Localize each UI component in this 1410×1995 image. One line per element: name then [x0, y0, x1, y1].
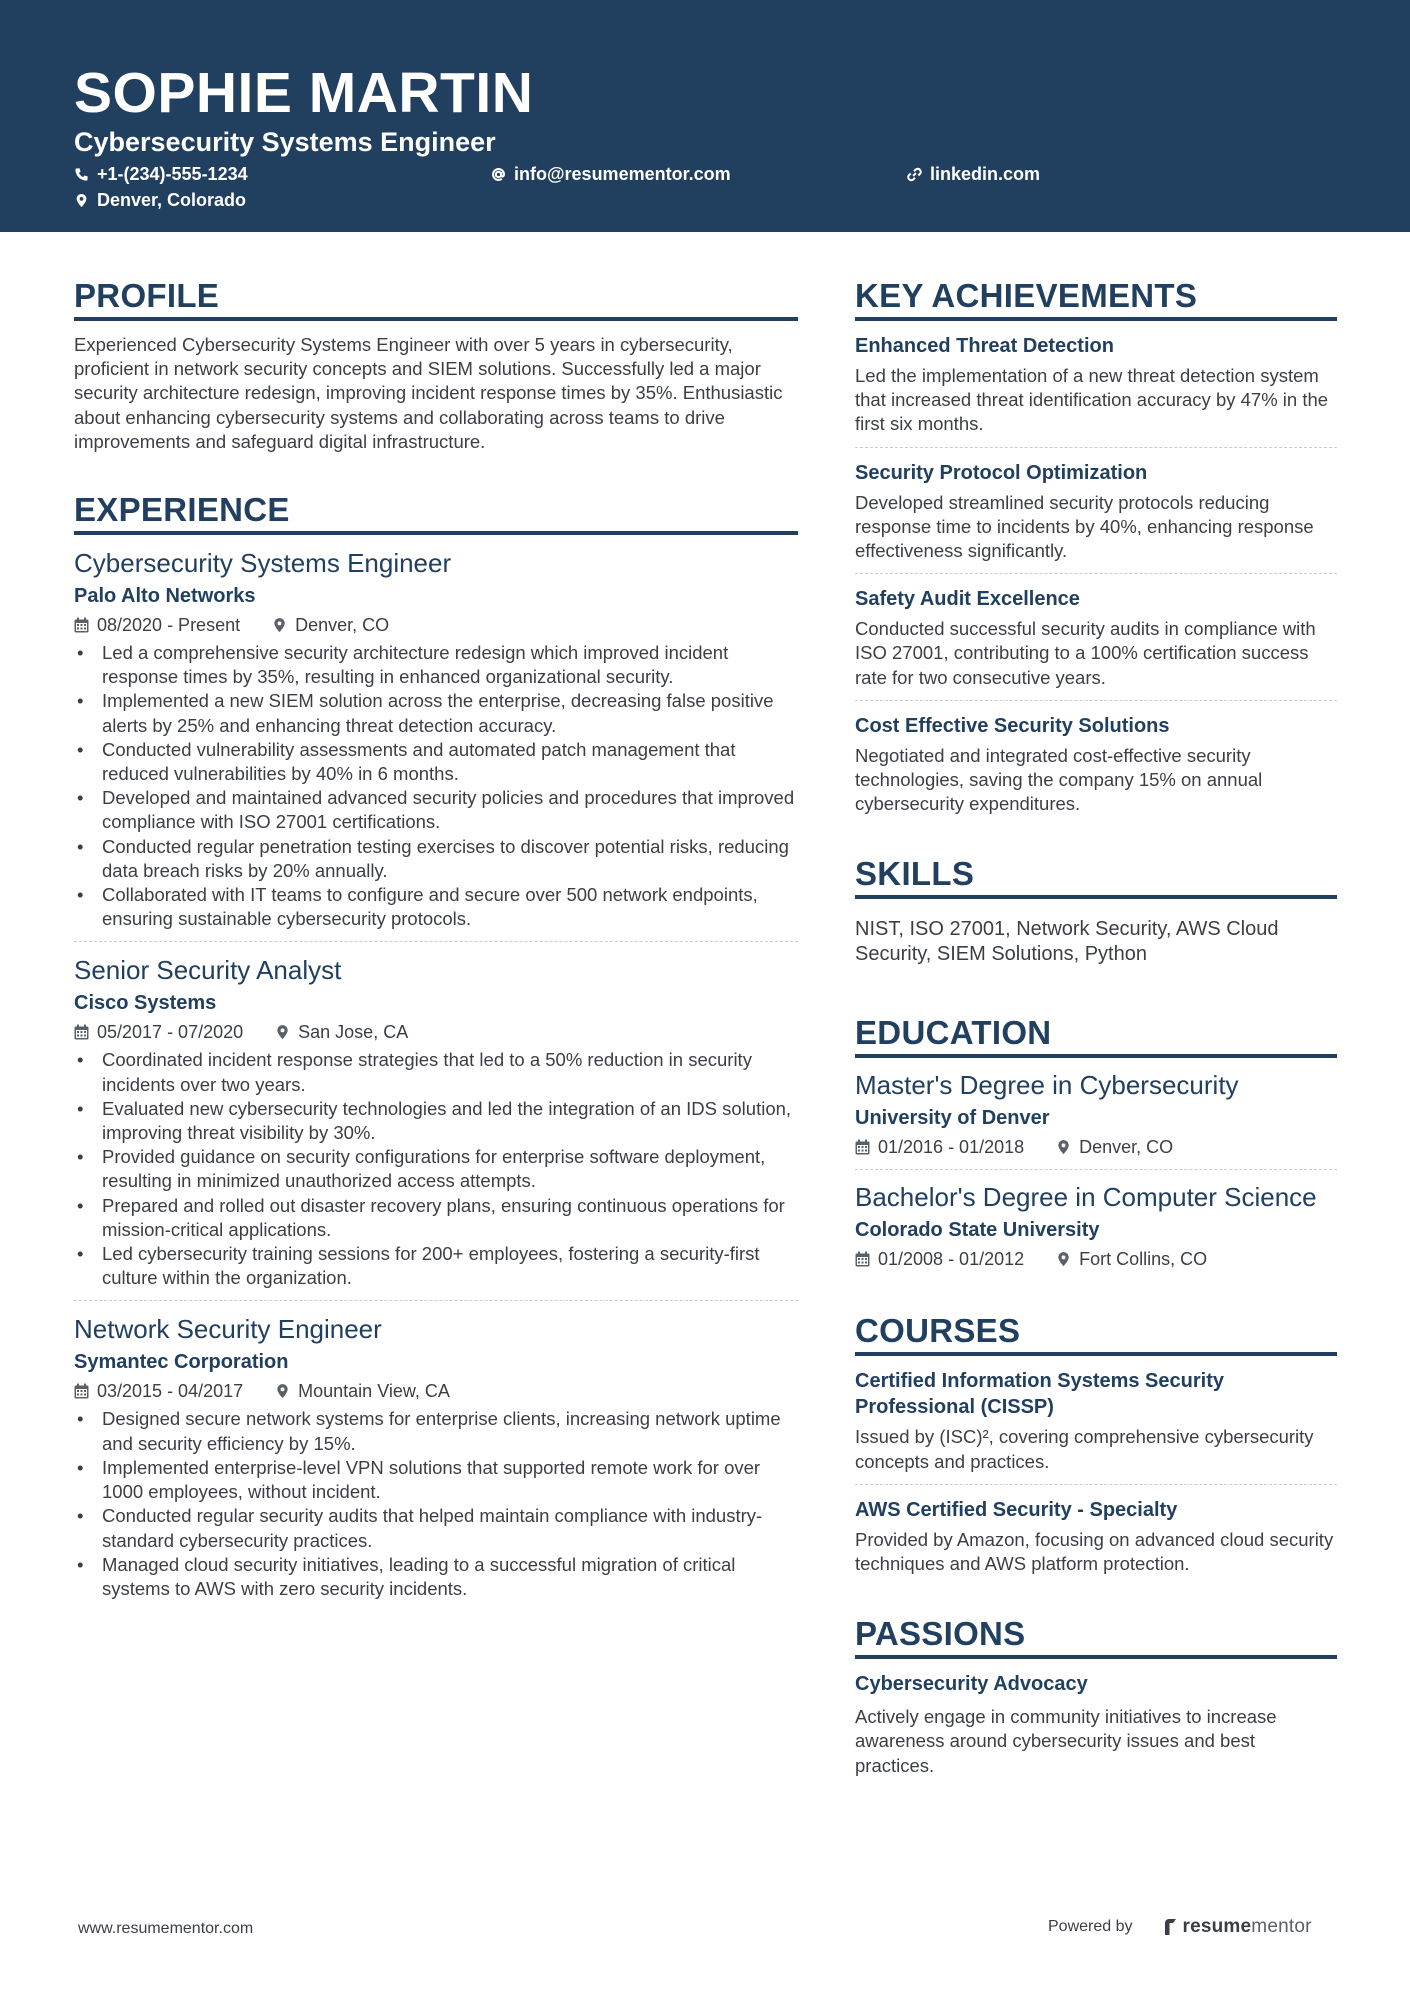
- achievement-title: Cost Effective Security Solutions: [855, 714, 1170, 737]
- candidate-role: Cybersecurity Systems Engineer: [74, 127, 496, 157]
- skills-text: NIST, ISO 27001, Network Security, AWS Cloud Security, SIEM Solutions, Python: [855, 918, 1279, 966]
- achievements-heading: KEY ACHIEVEMENTS: [855, 276, 1337, 321]
- job-bullet: • Conducted regular penetration testing exercises to discover potential risks, reducing data breach risks by 20% annually.: [74, 835, 798, 883]
- achievement-item: [855, 713, 1337, 817]
- achievement-desc: Developed streamlined security protocols reducing response time to incidents by 40%, enhancing response effectiveness significantly.: [855, 491, 1314, 562]
- job-entry: [74, 1313, 798, 1601]
- course-item: [855, 1497, 1337, 1576]
- skills-heading: SKILLS: [855, 854, 1337, 899]
- education-dates: [855, 1135, 1024, 1159]
- footer-powered: [1048, 1916, 1312, 1938]
- education-location-text: Denver, CO: [1079, 1137, 1174, 1158]
- skills-section: [855, 854, 1337, 967]
- job-bullet: • Prepared and rolled out disaster recovery plans, ensuring continuous operations for mission-critical applications.: [74, 1194, 798, 1242]
- job-title: Network Security Engineer: [74, 1314, 382, 1345]
- right-column: [855, 276, 1337, 1778]
- job-location-text: San Jose, CA: [298, 1022, 409, 1043]
- education-location-text: Fort Collins, CO: [1079, 1249, 1208, 1270]
- resume-header: [0, 0, 1410, 232]
- job-bullets: [74, 1407, 798, 1601]
- at-icon: [491, 167, 506, 182]
- job-location-text: Denver, CO: [295, 615, 390, 636]
- divider: [74, 1300, 798, 1301]
- achievement-desc: Negotiated and integrated cost-effective security technologies, saving the company 15% on annual cybersecurity expenditures.: [855, 744, 1263, 815]
- job-bullet: • Led cybersecurity training sessions for 200+ employees, fostering a security-first culture within the organization.: [74, 1242, 798, 1290]
- education-dates-text: 01/2008 - 01/2012: [878, 1249, 1025, 1270]
- job-meta: [74, 1379, 798, 1403]
- divider: [855, 447, 1337, 448]
- job-bullet: • Conducted regular security audits that helped maintain compliance with industry-standard cybersecurity practices.: [74, 1504, 798, 1552]
- job-dates-text: 08/2020 - Present: [97, 615, 241, 636]
- calendar-icon: [74, 1383, 89, 1399]
- phone-text: +1-(234)-555-1234: [97, 164, 248, 184]
- contact-email[interactable]: [491, 163, 731, 185]
- job-location-text: Mountain View, CA: [298, 1381, 450, 1402]
- map-pin-icon: [272, 617, 287, 633]
- job-company: Palo Alto Networks: [74, 585, 256, 608]
- course-desc: Issued by (ISC)², covering comprehensive cybersecurity concepts and practices.: [855, 1426, 1314, 1472]
- achievements-section: [855, 276, 1337, 816]
- achievement-title: Enhanced Threat Detection: [855, 335, 1114, 357]
- job-bullet: • Managed cloud security initiatives, leading to a successful migration of critical systems to AWS with zero security incidents.: [74, 1553, 798, 1601]
- education-item: [855, 1182, 1337, 1271]
- job-company: Symantec Corporation: [74, 1351, 289, 1374]
- job-company: Cisco Systems: [74, 992, 217, 1015]
- job-bullet: • Led a comprehensive security architecture redesign which improved incident response times by 35%, resulting in enhanced organizational security.: [74, 641, 798, 689]
- job-dates: [74, 1020, 243, 1044]
- job-dates: [74, 1379, 243, 1403]
- phone-icon: [74, 167, 89, 182]
- achievement-title: Security Protocol Optimization: [855, 461, 1148, 484]
- job-bullets: [74, 641, 798, 931]
- powered-by-text: Powered by: [1048, 1918, 1133, 1935]
- footer-website[interactable]: www.resumementor.com: [78, 1920, 254, 1937]
- calendar-icon: [74, 1024, 89, 1040]
- job-bullet: • Collaborated with IT teams to configure and secure over 500 network endpoints, ensuring sustainable cybersecurity protocols.: [74, 883, 798, 931]
- achievement-item: [855, 586, 1337, 690]
- education-dates-text: 01/2016 - 01/2018: [878, 1137, 1025, 1158]
- job-title: Cybersecurity Systems Engineer: [74, 548, 452, 579]
- courses-section: [855, 1311, 1337, 1576]
- map-pin-icon: [275, 1024, 290, 1040]
- map-pin-icon: [275, 1383, 290, 1399]
- education-location: [1056, 1247, 1207, 1271]
- experience-heading: EXPERIENCE: [74, 490, 798, 535]
- job-bullets: [74, 1048, 798, 1290]
- job-bullet: • Developed and maintained advanced security policies and procedures that improved compliance with ISO 27001 certifications.: [74, 786, 798, 834]
- job-dates-text: 05/2017 - 07/2020: [97, 1022, 244, 1043]
- linkedin-text: linkedin.com: [930, 164, 1041, 184]
- education-meta: [855, 1247, 1337, 1271]
- job-dates: [74, 613, 240, 637]
- course-desc: Provided by Amazon, focusing on advanced cloud security techniques and AWS platform protection.: [855, 1528, 1334, 1575]
- contact-linkedin[interactable]: [907, 163, 1040, 185]
- resumementor-logo-icon: [1163, 1918, 1179, 1936]
- achievement-desc: Conducted successful security audits in compliance with ISO 27001, contributing to a 100% certification success rate for two consecutive years.: [855, 618, 1316, 688]
- education-section: [855, 1013, 1337, 1271]
- job-bullet: • Conducted vulnerability assessments and automated patch management that reduced vulnerabilities by 40% in 6 months.: [74, 738, 798, 786]
- profile-text: Experienced Cybersecurity Systems Engineer with over 5 years in cybersecurity, proficient in network security concepts and SIEM solutions. Successfully led a major security architecture redesign, improving incident response times by 35%. Enthusiastic about enhancing cybersecurity systems and collaborating across teams to drive improvements and safeguard digital infrastructure.: [74, 334, 783, 452]
- location-text: Denver, Colorado: [97, 190, 247, 210]
- education-meta: [855, 1135, 1337, 1159]
- job-title: Senior Security Analyst: [74, 955, 342, 986]
- degree-title: Bachelor's Degree in Computer Science: [855, 1182, 1317, 1213]
- course-item: [855, 1368, 1337, 1473]
- passion-item: [855, 1671, 1337, 1778]
- map-pin-icon: [1056, 1139, 1071, 1155]
- course-title: AWS Certified Security - Specialty: [855, 1498, 1178, 1521]
- experience-section: [74, 490, 798, 1601]
- education-item: [855, 1070, 1337, 1159]
- job-meta: [74, 1020, 798, 1044]
- brand-logo[interactable]: [1163, 1916, 1312, 1938]
- map-pin-icon: [74, 193, 89, 208]
- passion-desc: Actively engage in community initiatives to increase awareness around cybersecurity issues and best practices.: [855, 1706, 1277, 1776]
- brand-light: mentor: [1251, 1916, 1312, 1937]
- divider: [855, 700, 1337, 701]
- brand-bold: resume: [1182, 1916, 1252, 1937]
- job-entry: [74, 547, 798, 931]
- education-location: [1056, 1135, 1173, 1159]
- job-meta: [74, 613, 798, 637]
- achievement-desc: Led the implementation of a new threat detection system that increased threat identification accuracy by 47% in the first six months.: [855, 365, 1329, 435]
- map-pin-icon: [1056, 1251, 1071, 1267]
- divider: [855, 573, 1337, 574]
- achievement-item: [855, 460, 1337, 564]
- calendar-icon: [855, 1139, 870, 1155]
- passion-title: Cybersecurity Advocacy: [855, 1673, 1088, 1696]
- calendar-icon: [855, 1251, 870, 1267]
- job-bullet: • Implemented a new SIEM solution across the enterprise, decreasing false positive alerts by 25% and enhancing threat detection accuracy.: [74, 689, 798, 737]
- job-bullet: • Coordinated incident response strategies that led to a 50% reduction in security incidents over two years.: [74, 1048, 798, 1096]
- contact-location: [74, 189, 246, 211]
- job-location: [275, 1020, 408, 1044]
- job-bullet: • Provided guidance on security configurations for enterprise software deployment, resulting in minimized unauthorized access attempts.: [74, 1145, 798, 1193]
- passions-section: [855, 1614, 1337, 1778]
- school-name: Colorado State University: [855, 1219, 1100, 1242]
- job-entry: [74, 954, 798, 1290]
- contact-phone: [74, 163, 248, 185]
- profile-heading: PROFILE: [74, 276, 798, 321]
- link-icon: [907, 167, 922, 182]
- divider: [855, 1169, 1337, 1170]
- email-text: info@resumementor.com: [514, 164, 731, 184]
- job-dates-text: 03/2015 - 04/2017: [97, 1381, 244, 1402]
- courses-heading: COURSES: [855, 1311, 1337, 1356]
- degree-title: Master's Degree in Cybersecurity: [855, 1070, 1239, 1101]
- job-location: [272, 613, 389, 637]
- passions-heading: PASSIONS: [855, 1614, 1337, 1659]
- left-column: [74, 276, 798, 1601]
- course-title: Certified Information Systems Security Professional (CISSP): [855, 1370, 1224, 1419]
- calendar-icon: [74, 617, 89, 633]
- profile-section: [74, 276, 798, 454]
- job-location: [275, 1379, 450, 1403]
- school-name: University of Denver: [855, 1107, 1050, 1130]
- achievement-item: [855, 333, 1337, 437]
- divider: [74, 941, 798, 942]
- job-bullet: • Designed secure network systems for enterprise clients, increasing network uptime and security efficiency by 15%.: [74, 1407, 798, 1455]
- education-heading: EDUCATION: [855, 1013, 1337, 1058]
- job-bullet: • Implemented enterprise-level VPN solutions that supported remote work for over 1000 employees, without incident.: [74, 1456, 798, 1504]
- achievement-title: Safety Audit Excellence: [855, 588, 1080, 611]
- education-dates: [855, 1247, 1024, 1271]
- candidate-name: SOPHIE MARTIN: [74, 61, 534, 125]
- divider: [855, 1484, 1337, 1485]
- job-bullet: • Evaluated new cybersecurity technologies and led the integration of an IDS solution, improving threat visibility by 30%.: [74, 1097, 798, 1145]
